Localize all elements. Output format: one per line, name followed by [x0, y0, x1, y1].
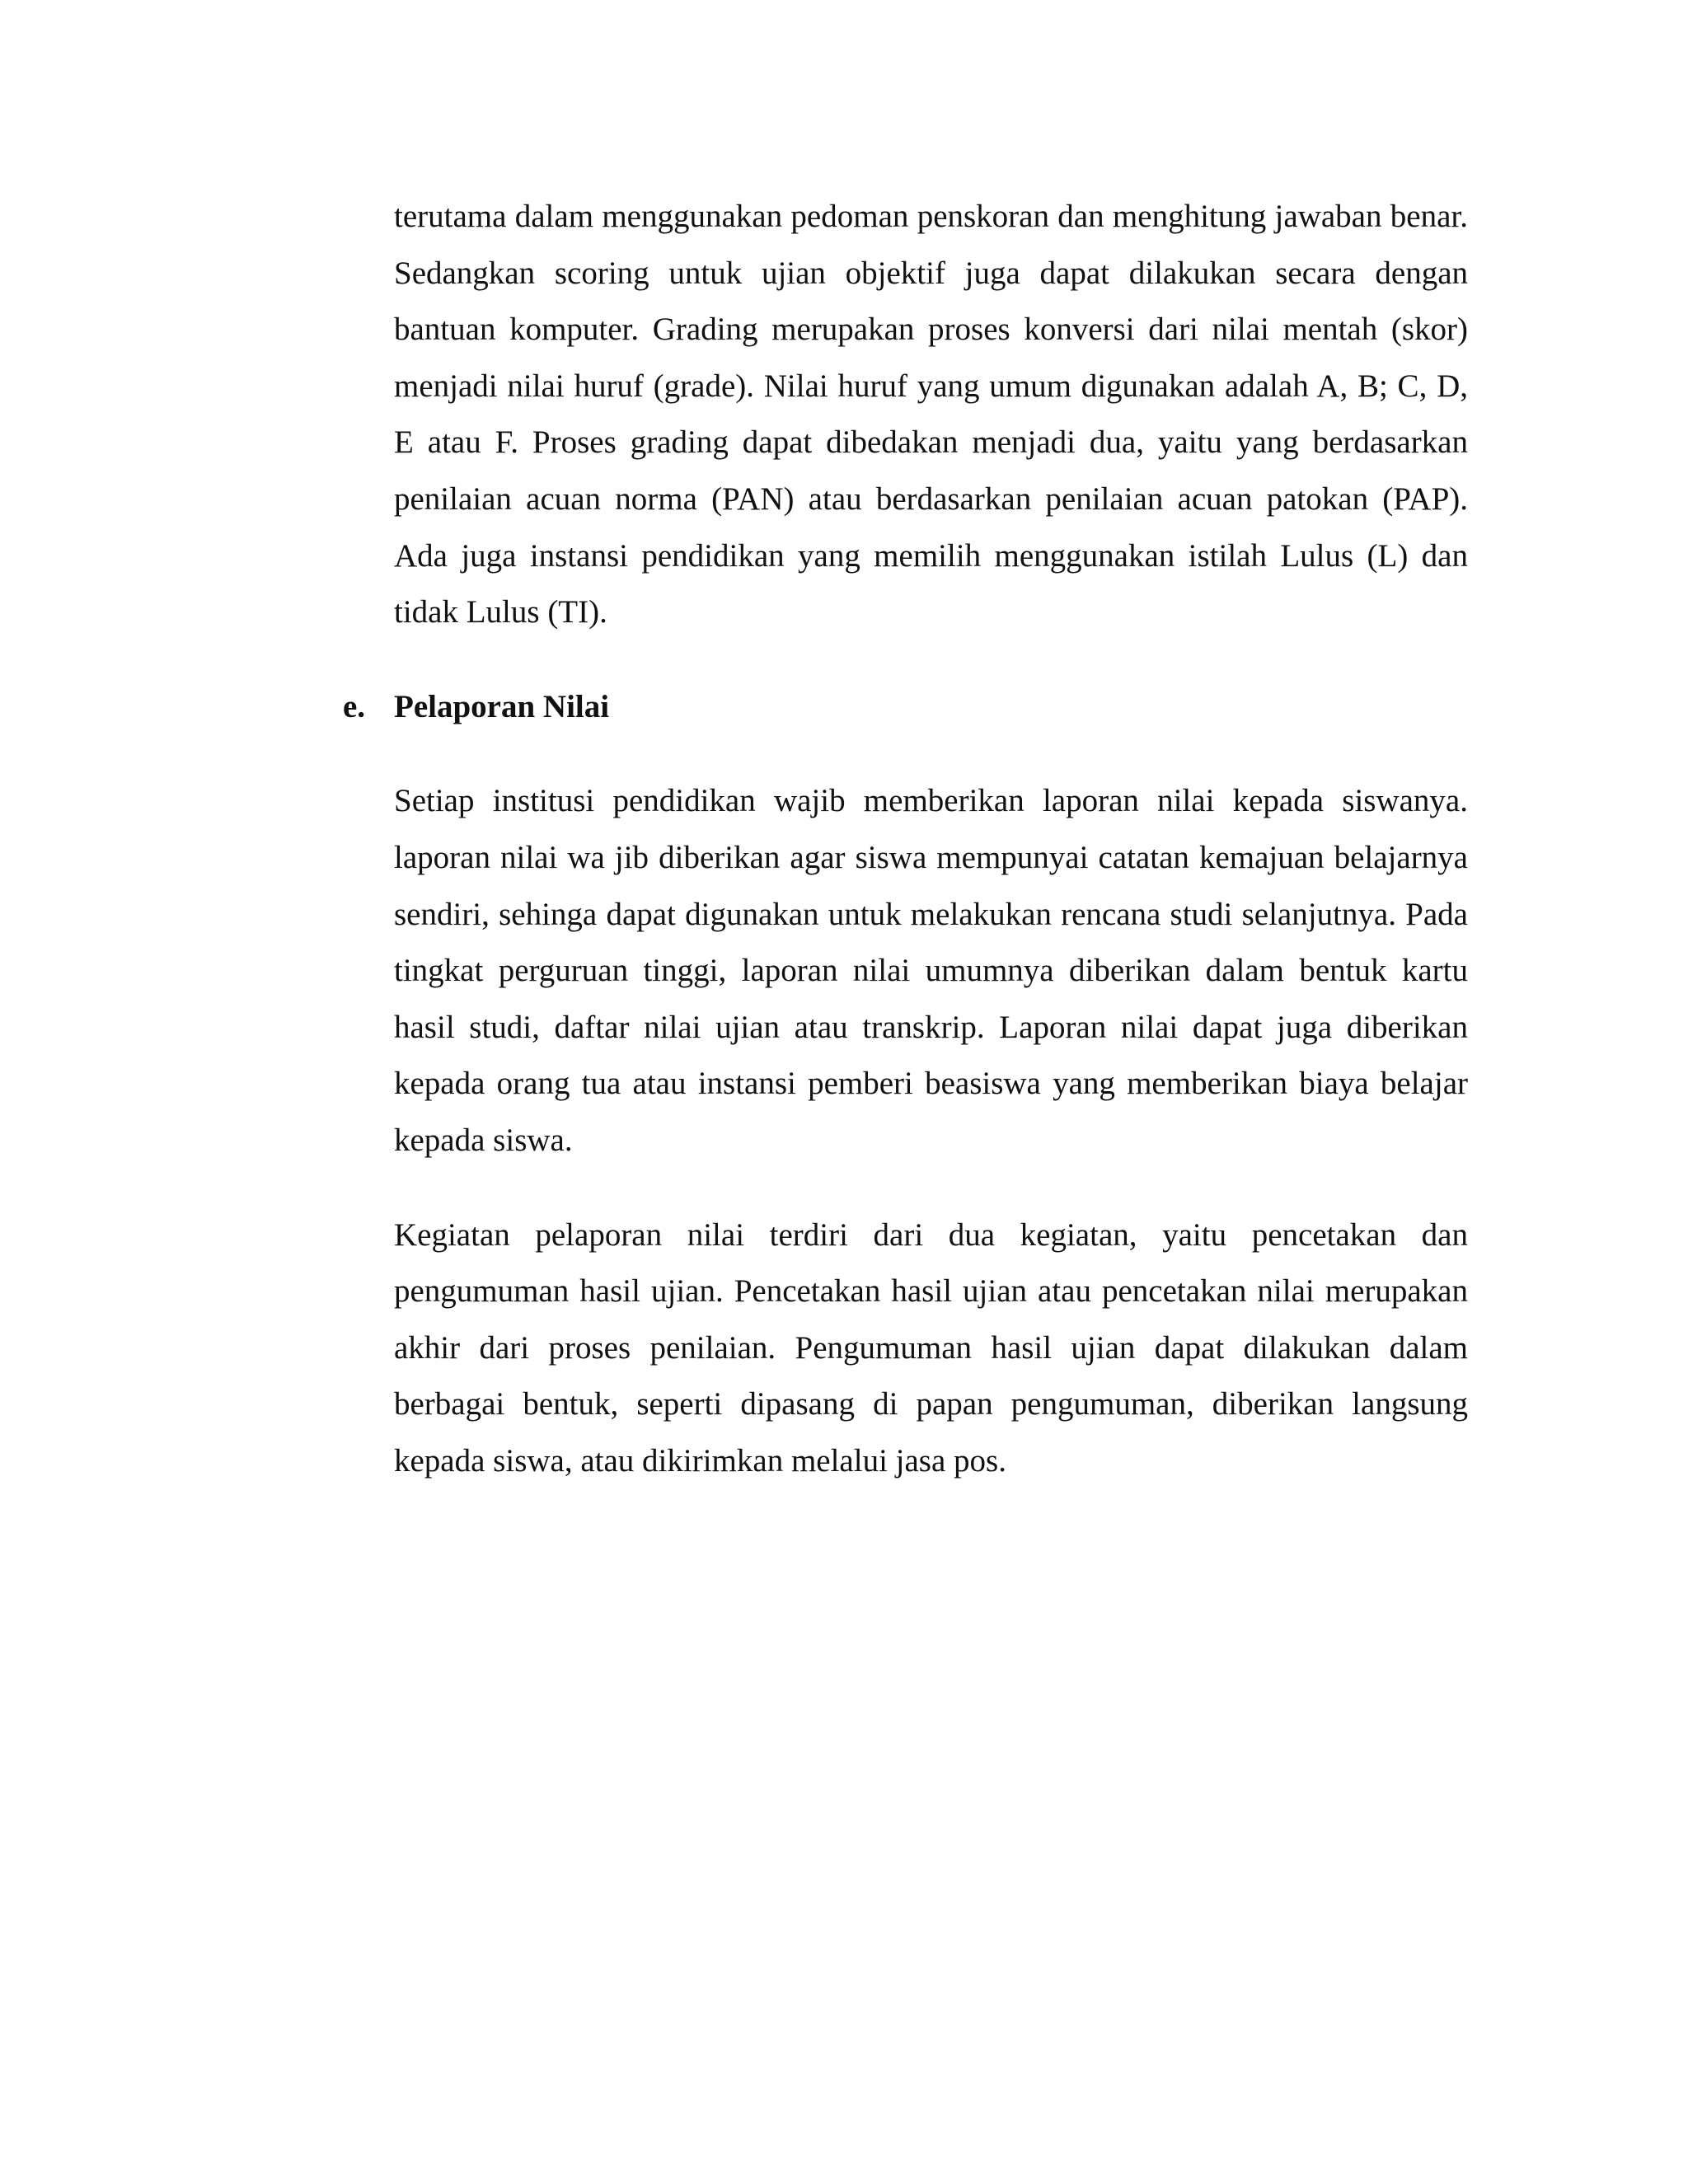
section-heading — [343, 679, 1468, 736]
section-marker: e. — [343, 688, 366, 724]
paragraph-kegiatan-pelaporan: Kegiatan pelaporan nilai terdiri dari dua kegiatan, yaitu pencetakan dan pengumuman hasil ujian. Pencetakan hasil ujian atau pencetakan nilai merupakan akhir dari proses penilaian. Pengumuman hasil ujian dapat dilakukan dalam berbagai bentuk, seperti dipasang di papan pengumuman, diberikan langsung kepada siswa, atau dikirimkan melalui jasa pos. — [394, 1216, 1468, 1479]
section-title: Pelaporan Nilai — [394, 688, 610, 724]
paragraph-grading: terutama dalam menggunakan pedoman penskoran dan menghitung jawaban benar. Sedangkan scoring untuk ujian objektif juga dapat dilakukan secara dengan bantuan komputer. Grading merupakan proses konversi dari nilai mentah (skor) menjadi nilai huruf (grade). Nilai huruf yang umum digunakan adalah A, B; C, D, E atau F. Proses grading dapat dibedakan menjadi dua, yaitu yang berdasarkan penilaian acuan norma (PAN) atau berdasarkan penilaian acuan patokan (PAP). Ada juga instansi pendidikan yang memilih menggunakan istilah Lulus (L) dan tidak Lulus (TI). — [394, 199, 1468, 630]
document-body — [343, 189, 1468, 1489]
paragraph-laporan-nilai: Setiap institusi pendidikan wajib memberikan laporan nilai kepada siswanya. laporan nilai wa jib diberikan agar siswa mempunyai catatan kemajuan belajarnya sendiri, sehinga dapat digunakan untuk melakukan rencana studi selanjutnya. Pada tingkat perguruan tinggi, laporan nilai umumnya diberikan dalam bentuk kartu hasil studi, daftar nilai ujian atau transkrip. Laporan nilai dapat juga diberikan kepada orang tua atau instansi pemberi beasiswa yang memberikan biaya belajar kepada siswa. — [394, 783, 1468, 1158]
